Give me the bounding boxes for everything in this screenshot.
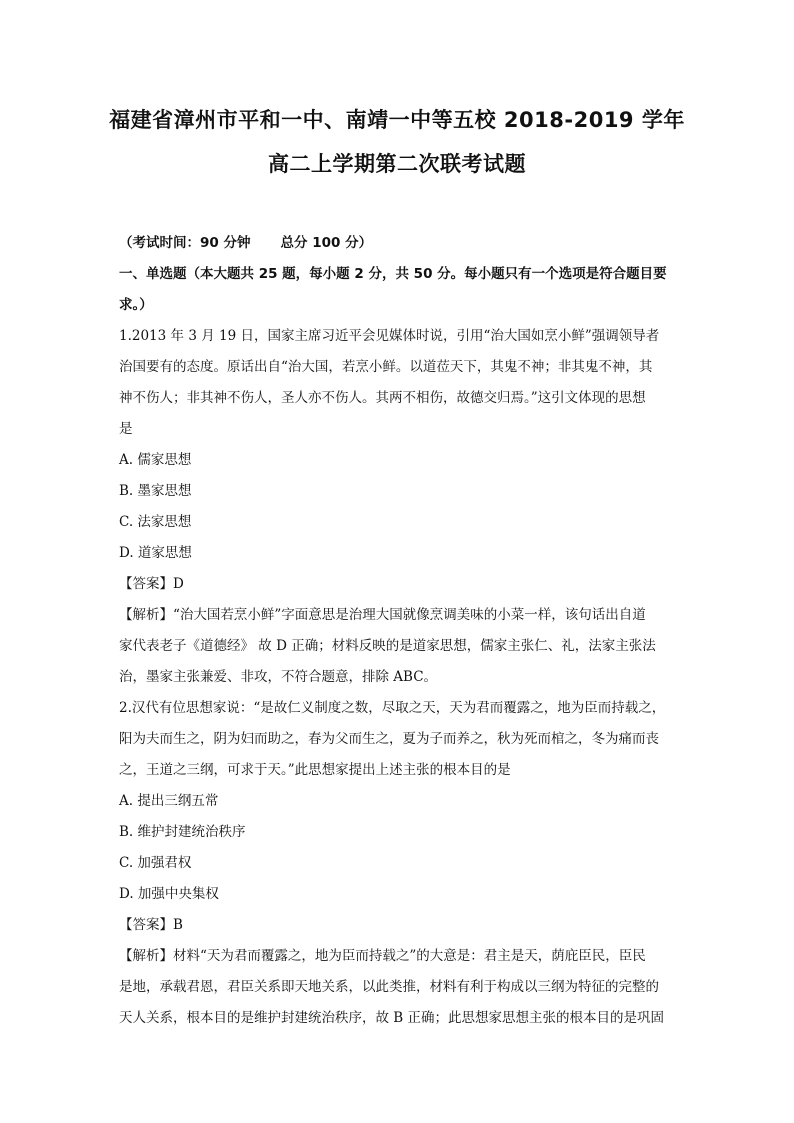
question-stem-line: 治国要有的态度。原话出自“治大国，若烹小鲜。以道莅天下，其鬼不神；非其鬼不神，其: [119, 359, 653, 375]
question-2: [119, 693, 679, 1034]
option-b: B. 墨家思想: [119, 483, 192, 499]
question-stem-line: 阳为夫而生之，阴为妇而助之，春为父而生之，夏为子而养之，秋为死而棺之，冬为痛而丧: [119, 731, 659, 747]
answer: 【答案】B: [119, 917, 183, 933]
exam-info: [119, 228, 679, 259]
analysis-line: 治，墨家主张兼爱、非攻，不符合题意，排除 ABC。: [119, 669, 438, 685]
question-1: [119, 321, 679, 693]
answer: 【答案】D: [119, 576, 184, 592]
question-stem-line: 神不伤人；非其神不伤人，圣人亦不伤人。其两不相伤，故德交归焉。”这引文体现的思想: [119, 390, 646, 406]
section-heading-line-1: 一、单选题（本大题共 25 题，每小题 2 分，共 50 分。每小题只有一个选项是符合题目要: [119, 266, 667, 282]
question-stem-line: 1.2013 年 3 月 19 日，国家主席习近平会见媒体时说，引用“治大国如烹小鲜”强调领导者: [119, 328, 660, 344]
title-line-2: 高二上学期第二次联考试题: [268, 152, 526, 176]
document-body: [119, 228, 679, 1034]
section-heading-line-2: 求。）: [119, 297, 153, 313]
title-line-1: 福建省漳州市平和一中、南靖一中等五校 2018-2019 学年: [109, 108, 685, 132]
option-d: D. 加强中央集权: [119, 886, 219, 902]
analysis-line: 天人关系，根本目的是维护封建统治秩序，故 B 正确；此思想家思想主张的根本目的是巩固: [119, 1010, 665, 1026]
question-stem-line: 2.汉代有位思想家说：“是故仁义制度之数，尽取之天，天为君而覆露之，地为臣而持载之，: [119, 700, 666, 716]
option-c: C. 加强君权: [119, 855, 192, 871]
analysis-line: 【解析】材料“天为君而覆露之，地为臣而持载之”的大意是：君主是天，荫庇臣民，臣民: [119, 948, 646, 964]
question-stem-line: 之，王道之三纲，可求于天。”此思想家提出上述主张的根本目的是: [119, 762, 511, 778]
option-c: C. 法家思想: [119, 514, 192, 530]
exam-score: 总分 100 分）: [280, 235, 373, 251]
exam-time: （考试时间：90 分钟: [119, 235, 251, 251]
question-stem-line: 是: [119, 421, 133, 437]
option-b: B. 维护封建统治秩序: [119, 824, 246, 840]
option-d: D. 道家思想: [119, 545, 192, 561]
option-a: A. 提出三纲五常: [119, 793, 219, 809]
option-a: A. 儒家思想: [119, 452, 192, 468]
analysis-line: 【解析】“治大国若烹小鲜”字面意思是治理大国就像烹调美味的小菜一样，该句话出自道: [119, 607, 646, 623]
analysis-line: 家代表老子《道德经》 故 D 正确；材料反映的是道家思想，儒家主张仁、礼，法家主张法: [119, 638, 656, 654]
analysis-line: 是地，承载君恩，君臣关系即天地关系，以此类推，材料有利于构成以三纲为特征的完整的: [119, 979, 659, 995]
